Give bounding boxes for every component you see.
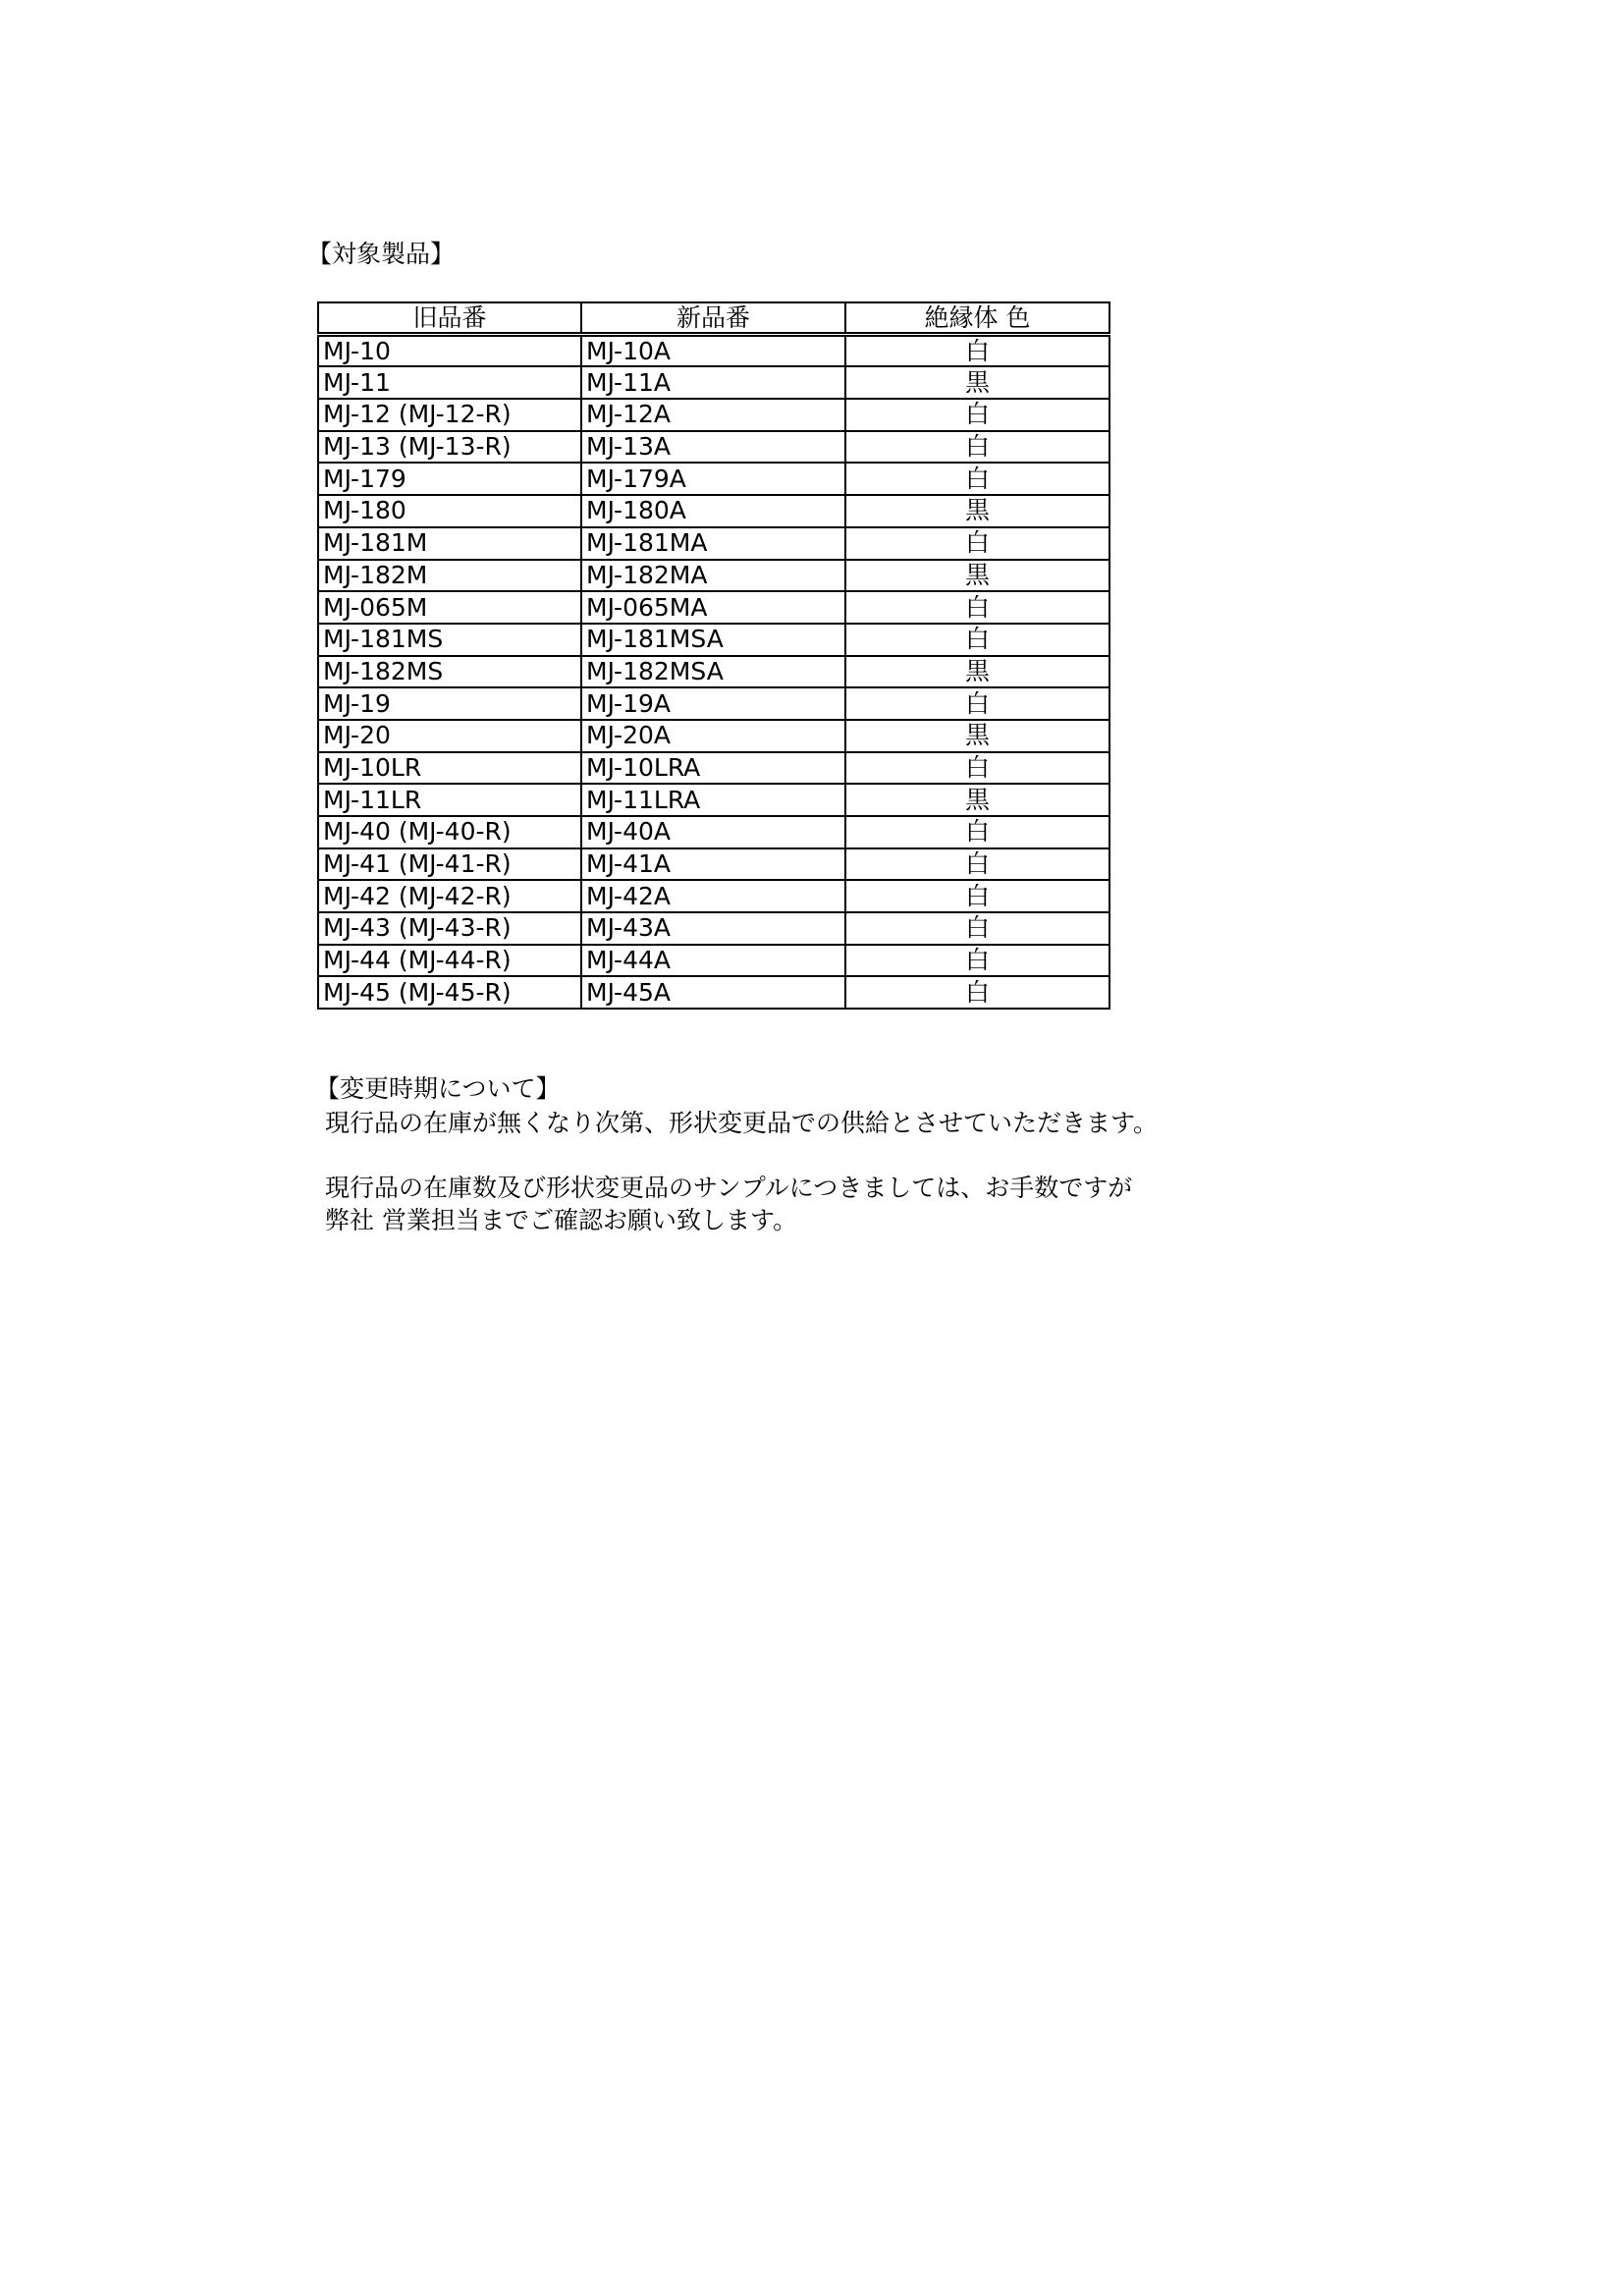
new-part-number-cell: MJ-44A	[581, 945, 845, 977]
product-table	[317, 301, 1110, 1010]
table-row	[318, 945, 1109, 977]
table-row	[318, 720, 1109, 752]
old-part-number-cell: MJ-181M	[318, 527, 581, 560]
old-part-number-cell: MJ-11LR	[318, 784, 581, 816]
old-part-number-cell: MJ-13 (MJ-13-R)	[318, 431, 581, 464]
supply-change-paragraph: 現行品の在庫が無くなり次第、形状変更品での供給とさせていただきます。	[325, 1109, 1159, 1137]
table-row	[318, 463, 1109, 495]
old-part-number-cell: MJ-065M	[318, 591, 581, 624]
new-part-number-cell: MJ-20A	[581, 720, 845, 752]
new-part-number-cell: MJ-42A	[581, 880, 845, 912]
insulator-color-cell: 白	[845, 816, 1109, 848]
insulator-color-cell: 白	[845, 624, 1109, 656]
table-row	[318, 560, 1109, 592]
table-row	[318, 687, 1109, 720]
new-part-number-header: 新品番	[581, 302, 845, 335]
table-body	[318, 335, 1109, 1009]
insulator-color-cell: 黒	[845, 560, 1109, 592]
new-part-number-cell: MJ-41A	[581, 848, 845, 881]
table-row	[318, 976, 1109, 1009]
old-part-number-cell: MJ-19	[318, 687, 581, 720]
table-row	[318, 656, 1109, 688]
new-part-number-cell: MJ-179A	[581, 463, 845, 495]
new-part-number-cell: MJ-10LRA	[581, 752, 845, 785]
old-part-number-cell: MJ-182MS	[318, 656, 581, 688]
table-row	[318, 591, 1109, 624]
old-part-number-cell: MJ-41 (MJ-41-R)	[318, 848, 581, 881]
table-row	[318, 816, 1109, 848]
table-row	[318, 912, 1109, 945]
timing-section-heading: 【変更時期について】	[315, 1074, 561, 1103]
insulator-color-header: 絶縁体 色	[845, 302, 1109, 335]
table-header-row	[318, 302, 1109, 335]
old-part-number-cell: MJ-42 (MJ-42-R)	[318, 880, 581, 912]
insulator-color-cell: 黒	[845, 656, 1109, 688]
insulator-color-cell: 白	[845, 335, 1109, 367]
insulator-color-cell: 白	[845, 527, 1109, 560]
new-part-number-cell: MJ-43A	[581, 912, 845, 945]
table-row	[318, 495, 1109, 527]
old-part-number-header: 旧品番	[318, 302, 581, 335]
old-part-number-cell: MJ-10LR	[318, 752, 581, 785]
new-part-number-cell: MJ-11LRA	[581, 784, 845, 816]
old-part-number-cell: MJ-45 (MJ-45-R)	[318, 976, 581, 1009]
old-part-number-cell: MJ-44 (MJ-44-R)	[318, 945, 581, 977]
old-part-number-cell: MJ-179	[318, 463, 581, 495]
insulator-color-cell: 黒	[845, 720, 1109, 752]
insulator-color-cell: 白	[845, 591, 1109, 624]
old-part-number-cell: MJ-40 (MJ-40-R)	[318, 816, 581, 848]
table-row	[318, 335, 1109, 367]
new-part-number-cell: MJ-180A	[581, 495, 845, 527]
insulator-color-cell: 白	[845, 880, 1109, 912]
table-row	[318, 624, 1109, 656]
old-part-number-cell: MJ-20	[318, 720, 581, 752]
old-part-number-cell: MJ-11	[318, 366, 581, 399]
insulator-color-cell: 黒	[845, 366, 1109, 399]
insulator-color-cell: 白	[845, 912, 1109, 945]
table-row	[318, 784, 1109, 816]
table-row	[318, 431, 1109, 464]
insulator-color-cell: 白	[845, 687, 1109, 720]
old-part-number-cell: MJ-12 (MJ-12-R)	[318, 399, 581, 431]
products-section-heading: 【対象製品】	[307, 240, 456, 268]
table-row	[318, 399, 1109, 431]
table-row	[318, 366, 1109, 399]
insulator-color-cell: 白	[845, 752, 1109, 785]
insulator-color-cell: 白	[845, 431, 1109, 464]
new-part-number-cell: MJ-13A	[581, 431, 845, 464]
old-part-number-cell: MJ-43 (MJ-43-R)	[318, 912, 581, 945]
new-part-number-cell: MJ-40A	[581, 816, 845, 848]
old-part-number-cell: MJ-180	[318, 495, 581, 527]
old-part-number-cell: MJ-182M	[318, 560, 581, 592]
new-part-number-cell: MJ-181MSA	[581, 624, 845, 656]
new-part-number-cell: MJ-10A	[581, 335, 845, 367]
table-row	[318, 880, 1109, 912]
stock-inquiry-paragraph-line-1: 現行品の在庫数及び形状変更品のサンプルにつきましては、お手数ですが	[325, 1174, 1133, 1202]
insulator-color-cell: 白	[845, 976, 1109, 1009]
insulator-color-cell: 黒	[845, 784, 1109, 816]
insulator-color-cell: 白	[845, 945, 1109, 977]
new-part-number-cell: MJ-11A	[581, 366, 845, 399]
insulator-color-cell: 白	[845, 399, 1109, 431]
new-part-number-cell: MJ-182MA	[581, 560, 845, 592]
new-part-number-cell: MJ-12A	[581, 399, 845, 431]
insulator-color-cell: 黒	[845, 495, 1109, 527]
new-part-number-cell: MJ-065MA	[581, 591, 845, 624]
new-part-number-cell: MJ-182MSA	[581, 656, 845, 688]
stock-inquiry-paragraph-line-2: 弊社 営業担当までご確認お願い致します。	[325, 1206, 797, 1234]
table-row	[318, 752, 1109, 785]
insulator-color-cell: 白	[845, 463, 1109, 495]
old-part-number-cell: MJ-181MS	[318, 624, 581, 656]
old-part-number-cell: MJ-10	[318, 335, 581, 367]
new-part-number-cell: MJ-45A	[581, 976, 845, 1009]
table-row	[318, 527, 1109, 560]
new-part-number-cell: MJ-181MA	[581, 527, 845, 560]
new-part-number-cell: MJ-19A	[581, 687, 845, 720]
table-row	[318, 848, 1109, 881]
insulator-color-cell: 白	[845, 848, 1109, 881]
